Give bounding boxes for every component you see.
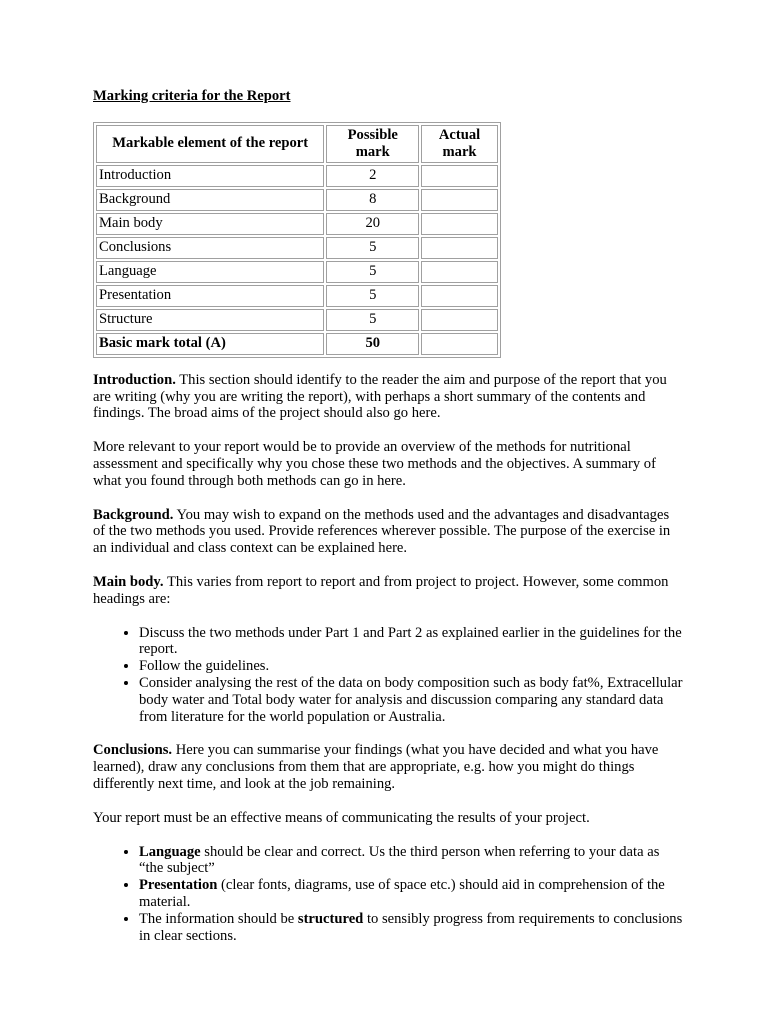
list-item-text: should be clear and correct. Us the third person when referring to your data as “the subject”: [139, 843, 660, 877]
row-possible-mark: 8: [326, 189, 419, 211]
list-item-text: (clear fonts, diagrams, use of space etc.) should aid in comprehension of the material.: [139, 877, 665, 910]
table-row: [96, 309, 498, 331]
row-element: Presentation: [96, 285, 324, 307]
background-label: Background.: [93, 506, 174, 523]
conclusions-text: Here you can summarise your findings (what you have decided and what you have learned), draw any conclusions from them that are appropriate, e.g. how you might do things differently next time, and look at the job remaining.: [93, 742, 659, 792]
document-page: [93, 88, 683, 961]
row-possible-mark: 20: [326, 213, 419, 235]
row-possible-mark: 5: [326, 309, 419, 331]
table-row: [96, 261, 498, 283]
conclusions-paragraph: [93, 742, 683, 792]
table-row: [96, 237, 498, 259]
row-element: Background: [96, 189, 324, 211]
row-actual-mark: [421, 285, 498, 307]
table-row: [96, 189, 498, 211]
row-actual-mark: [421, 189, 498, 211]
marking-criteria-table: [93, 122, 501, 358]
main-body-text: This varies from report to report and from project to project. However, some common headings are:: [93, 573, 669, 607]
introduction-more-paragraph: More relevant to your report would be to provide an overview of the methods for nutritional assessment and specifically why you chose these two methods and the objectives. A summary of what you found through both methods can go in here.: [93, 439, 656, 489]
main-body-label: Main body.: [93, 573, 164, 590]
main-body-list: [93, 625, 683, 726]
row-element: Main body: [96, 213, 324, 235]
list-item: • Consider analysing the rest of the data on body composition such as body fat%, Extracellular body water and Total body water for analysis and discussion comparing any standard data from literature for the world population or Australia.: [139, 675, 683, 725]
background-text: You may wish to expand on the methods used and the advantages and disadvantages of the two methods you used. Provide references wherever possible. The purpose of the exercise in an individual and class context can be explained here.: [93, 506, 671, 557]
total-element: Basic mark total (A): [96, 333, 324, 355]
row-possible-mark: 5: [326, 237, 419, 259]
total-possible-mark: 50: [326, 333, 419, 355]
row-actual-mark: [421, 261, 498, 283]
table-row: [96, 285, 498, 307]
list-item: [139, 911, 683, 945]
row-element: Structure: [96, 309, 324, 331]
row-actual-mark: [421, 165, 498, 187]
final-list: [93, 844, 683, 945]
row-actual-mark: [421, 213, 498, 235]
row-actual-mark: [421, 309, 498, 331]
row-element: Language: [96, 261, 324, 283]
row-actual-mark: [421, 237, 498, 259]
table-row: [96, 165, 498, 187]
effective-paragraph: Your report must be an effective means of communicating the results of your project.: [93, 809, 590, 826]
list-item: • Follow the guidelines.: [139, 658, 683, 675]
list-item-bold: Language: [139, 843, 201, 860]
total-actual-mark: [421, 333, 498, 355]
list-item: • Discuss the two methods under Part 1 and Part 2 as explained earlier in the guidelines for the report.: [139, 625, 683, 659]
table-row: [96, 213, 498, 235]
row-possible-mark: 2: [326, 165, 419, 187]
table-total-row: [96, 333, 498, 355]
background-paragraph: [93, 507, 683, 557]
document-title: Marking criteria for the Report: [93, 88, 291, 104]
list-item: [139, 877, 683, 911]
list-item-text: to sensibly progress from requirements to conclusions in clear sections.: [139, 910, 683, 944]
row-possible-mark: 5: [326, 285, 419, 307]
header-possible-mark: Possible mark: [326, 125, 419, 163]
list-item: [139, 844, 683, 878]
header-markable-element: Markable element of the report: [96, 125, 324, 163]
conclusions-label: Conclusions.: [93, 742, 173, 759]
table-header-row: [96, 125, 498, 163]
introduction-label: Introduction.: [93, 371, 176, 388]
row-element: Introduction: [96, 165, 324, 187]
introduction-text: This section should identify to the reader the aim and purpose of the report that you are writing (why you are writing the report), with perhaps a short summary of the contents and findings. The broad aims of the project should also go here.: [93, 371, 667, 422]
introduction-paragraph: [93, 372, 683, 422]
list-item-bold: structured: [297, 910, 364, 927]
header-actual-mark: Actual mark: [421, 125, 498, 163]
list-item-bold: Presentation: [139, 877, 218, 894]
row-element: Conclusions: [96, 237, 324, 259]
row-possible-mark: 5: [326, 261, 419, 283]
list-item-text: The information should be: [139, 910, 298, 927]
main-body-paragraph: [93, 574, 683, 608]
